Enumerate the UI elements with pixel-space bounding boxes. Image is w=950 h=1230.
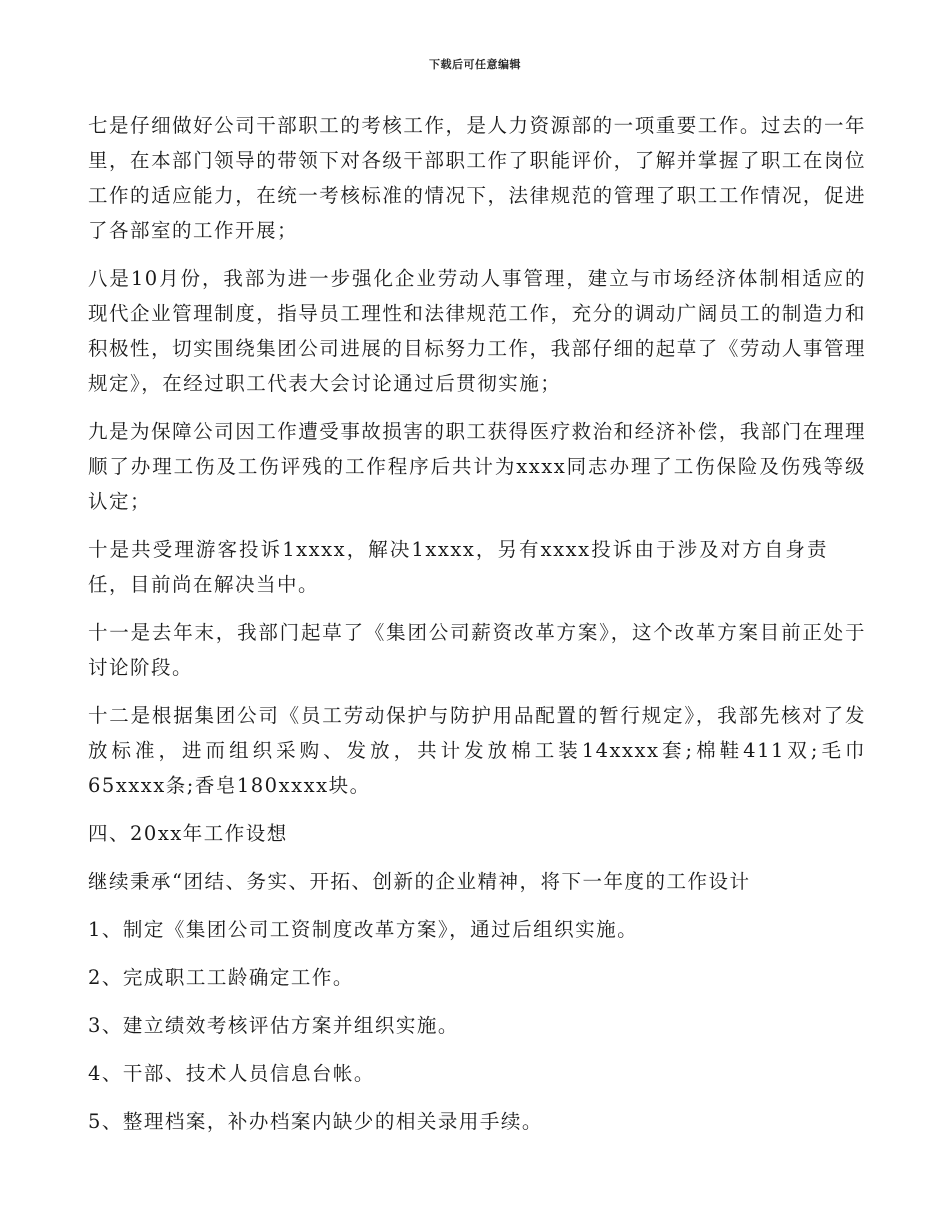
paragraph-7: 七是仔细做好公司干部职工的考核工作，是人力资源部的一项重要工作。过去的一年里，在本部门领导的带领下对各级干部职工作了职能评价，了解并掌握了职工在岗位工作的适应能力，在统一考核标准的情况下，法律规范的管理了职工工作情况，促进了各部室的工作开展；	[88, 114, 866, 242]
section-heading: 四、20xx年工作设想	[88, 822, 288, 845]
intro-paragraph: 继续秉承“团结、务实、开拓、创新的企业精神，将下一年度的工作设计	[88, 870, 751, 893]
page-header: 下载后可任意编辑	[429, 58, 521, 71]
document-body	[88, 108, 866, 1152]
plan-item-2: 2、完成职工工龄确定工作。	[88, 966, 354, 989]
paragraph-11: 十一是去年末，我部门起草了《集团公司薪资改革方案》，这个改革方案目前正处于讨论阶段。	[88, 621, 866, 679]
plan-item-4: 4、干部、技术人员信息台帐。	[88, 1062, 375, 1085]
paragraph-12: 十二是根据集团公司《员工劳动保护与防护用品配置的暂行规定》，我部先核对了发放标准，进而组织采购、发放，共计发放棉工装14xxxx套;棉鞋411双;毛巾65xxxx条;香皂180xxxx块。	[88, 704, 866, 797]
paragraph-9: 九是为保障公司因工作遭受事故损害的职工获得医疗救治和经济补偿，我部门在理理顺了办理工伤及工伤评残的工作程序后共计为xxxx同志办理了工伤保险及伤残等级认定；	[88, 420, 866, 513]
plan-item-5: 5、整理档案，补办档案内缺少的相关录用手续。	[88, 1110, 543, 1133]
plan-item-3: 3、建立绩效考核评估方案并组织实施。	[88, 1014, 459, 1037]
paragraph-10: 十是共受理游客投诉1xxxx，解决1xxxx，另有xxxx投诉由于涉及对方自身责任，目前尚在解决当中。	[88, 538, 828, 596]
plan-item-1: 1、制定《集团公司工资制度改革方案》，通过后组织实施。	[88, 918, 639, 941]
paragraph-8: 八是10月份，我部为进一步强化企业劳动人事管理，建立与市场经济体制相适应的现代企业管理制度，指导员工理性和法律规范工作，充分的调动广阔员工的制造力和积极性，切实围绕集团公司进展的目标努力工作，我部仔细的起草了《劳动人事管理规定》，在经过职工代表大会讨论通过后贯彻实施；	[88, 267, 866, 395]
